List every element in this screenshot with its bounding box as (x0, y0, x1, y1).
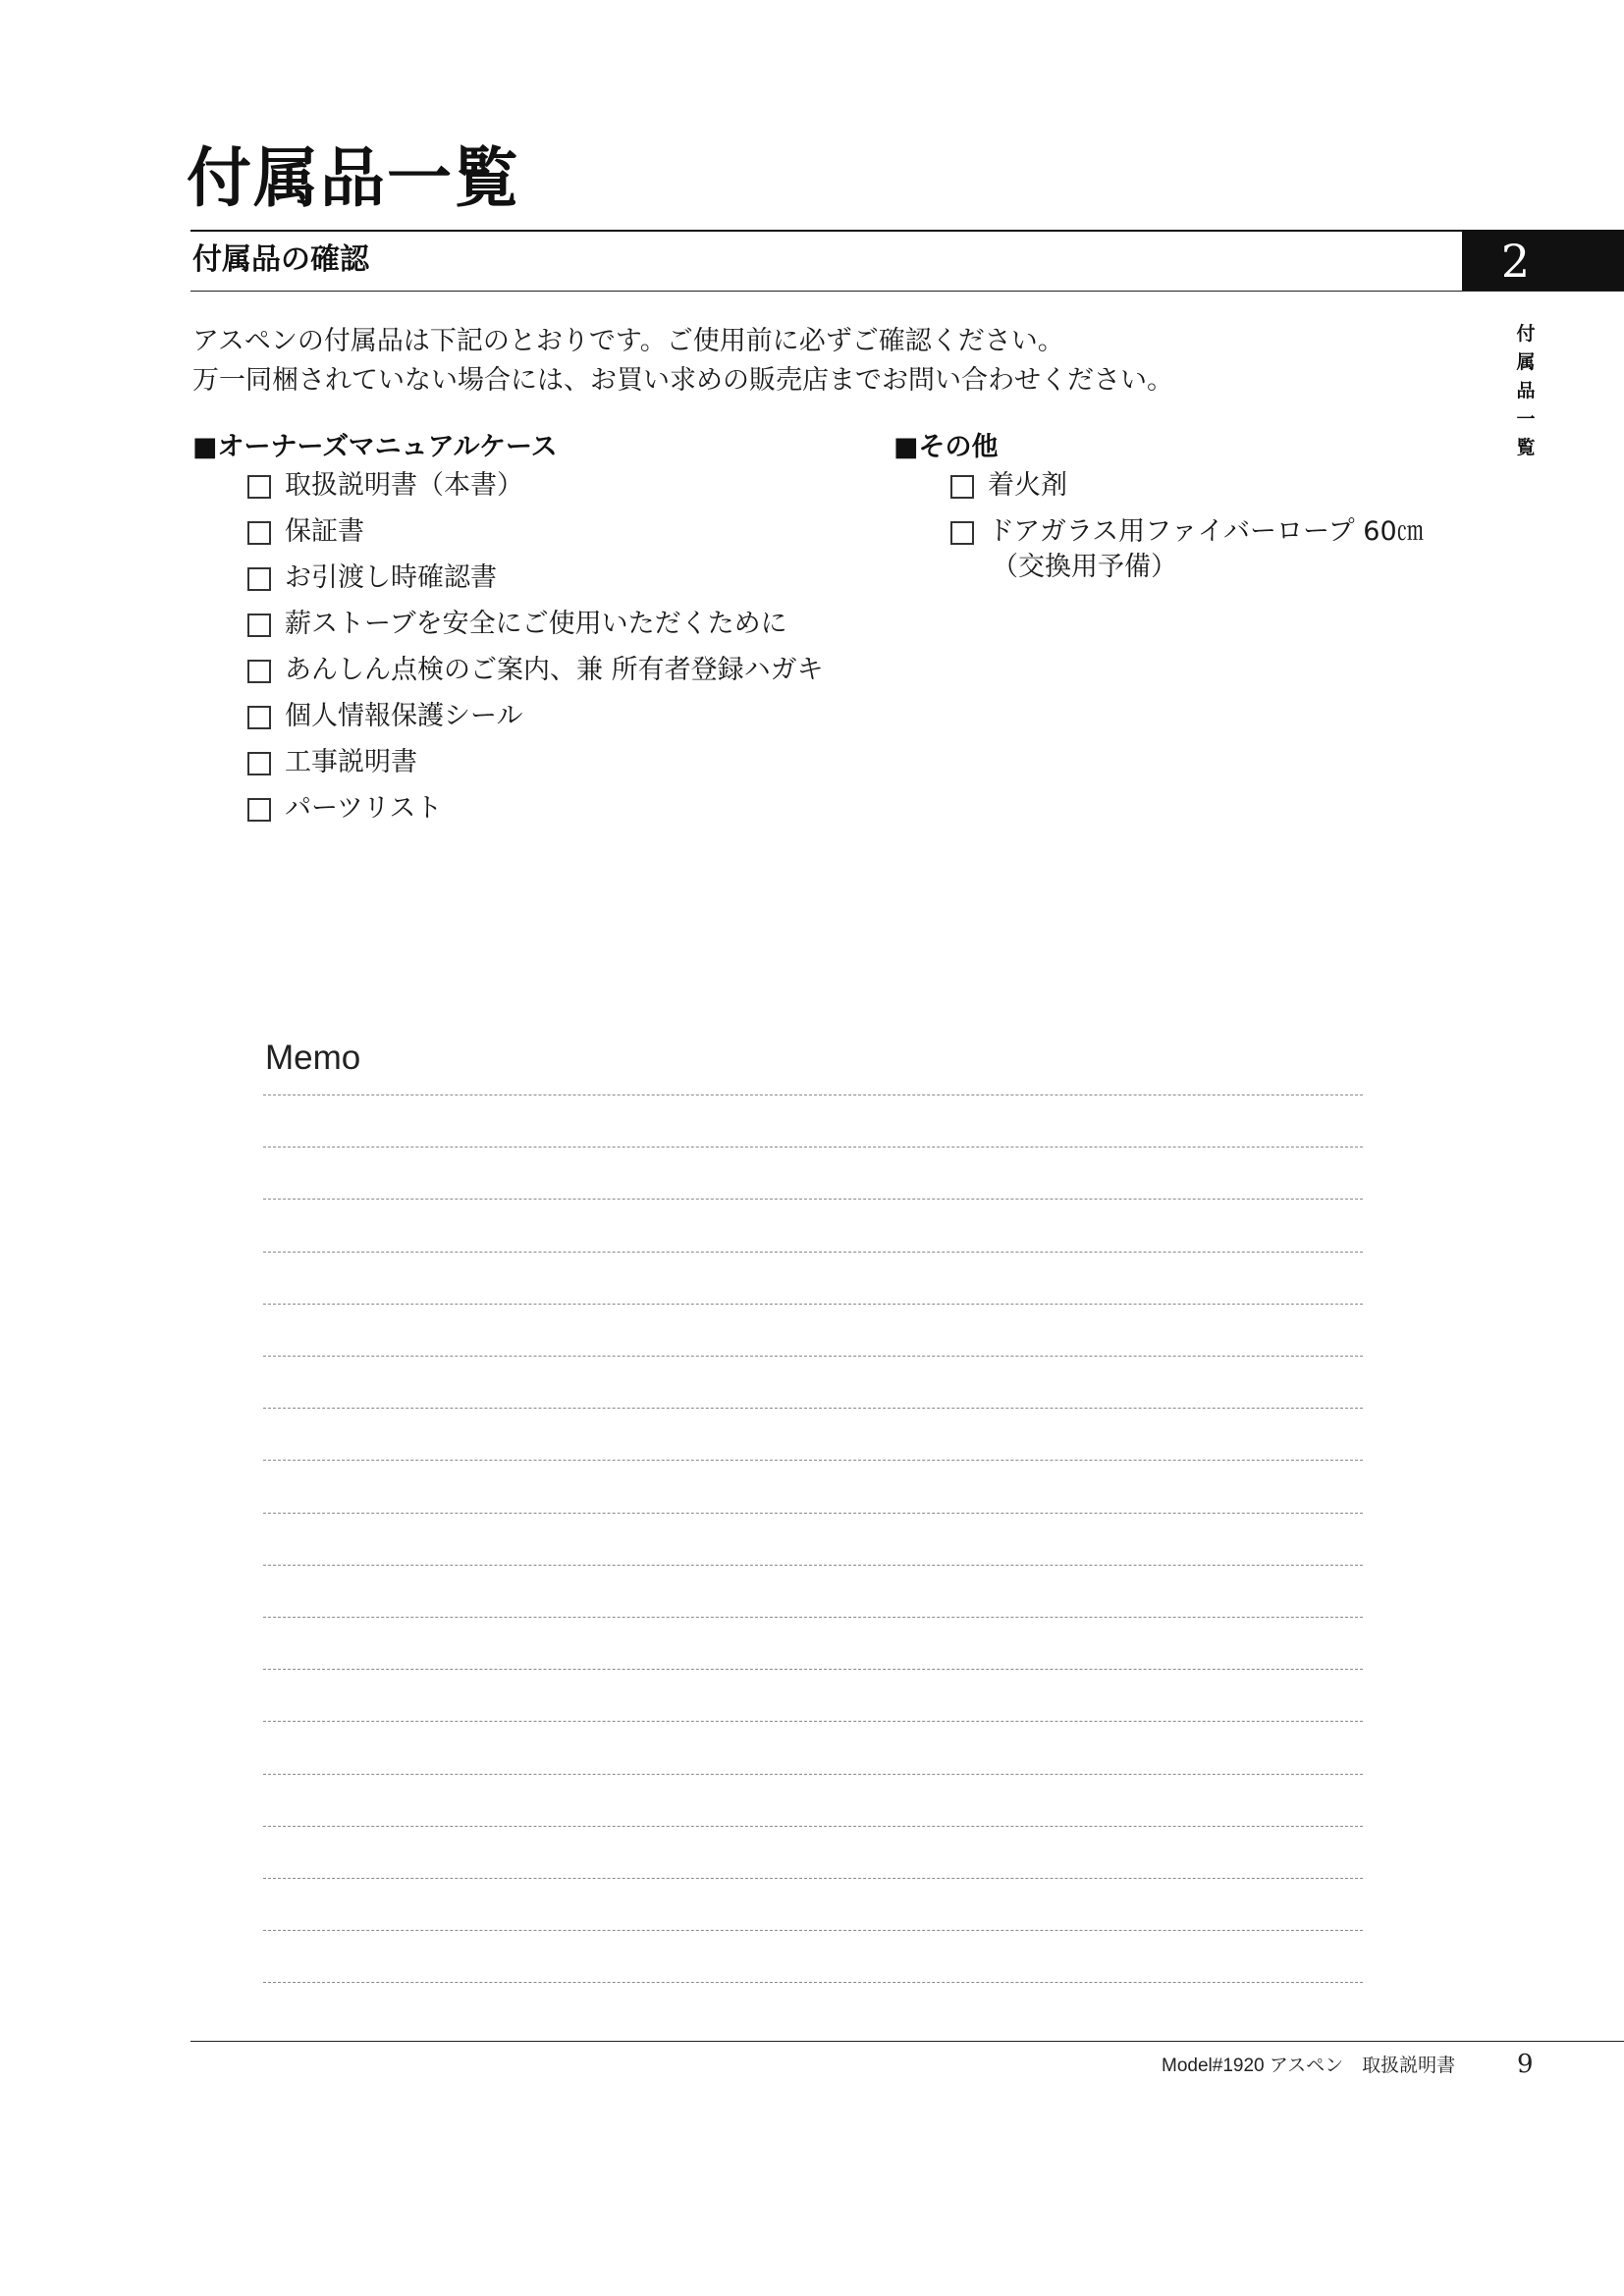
checklist-item (247, 745, 824, 791)
memo-line (263, 1721, 1363, 1722)
section-heading: 付属品の確認 (192, 242, 369, 277)
memo-line (263, 1252, 1363, 1253)
side-chapter-tab (1514, 320, 1538, 462)
memo-line (263, 1460, 1363, 1461)
side-tab-char: 覧 (1516, 437, 1536, 458)
memo-line (263, 1617, 1363, 1618)
checkbox[interactable] (247, 614, 271, 637)
memo-line (263, 1930, 1363, 1931)
footer-model-text: Model#1920 アスペン 取扱説明書 (1162, 2056, 1456, 2076)
title-rule (190, 230, 1624, 232)
checklist-item-label: 取扱説明書（本書） (285, 470, 523, 501)
checklist-item-label: 着火剤 (988, 470, 1067, 501)
checkbox[interactable] (247, 798, 271, 822)
memo-line (263, 1408, 1363, 1409)
intro-line: 万一同梱されていない場合には、お買い求めの販売店までお問い合わせください。 (192, 365, 1173, 396)
memo-line (263, 1878, 1363, 1879)
page-title: 付属品一覧 (187, 139, 520, 216)
side-tab-char: 一 (1516, 408, 1536, 430)
checklist-item-label: 保証書 (285, 516, 364, 547)
page-number: 9 (1517, 2050, 1534, 2079)
side-tab-char: 品 (1516, 380, 1536, 401)
checklist-item-label: パーツリスト (285, 793, 443, 824)
checkbox[interactable] (247, 567, 271, 591)
checklist-item (247, 607, 824, 653)
others-heading: ■その他 (893, 432, 999, 462)
memo-line (263, 1356, 1363, 1357)
checkbox[interactable] (247, 475, 271, 499)
checkbox[interactable] (247, 752, 271, 775)
checkbox[interactable] (247, 660, 271, 683)
checklist-item-label: 個人情報保護シール (285, 701, 523, 731)
section-rule (190, 291, 1624, 292)
side-tab-char: 属 (1516, 351, 1536, 373)
checklist-item-label: ドアガラス用ファイバーロープ 60㎝ (988, 516, 1424, 547)
side-tab-char: 付 (1516, 323, 1536, 345)
checklist-item (247, 699, 824, 745)
checklist-item-label: 薪ストーブを安全にご使用いただくために (285, 609, 787, 639)
checklist-item (950, 468, 1424, 514)
checklist-item (247, 791, 824, 837)
owners-case-checklist (247, 468, 824, 837)
checkbox[interactable] (247, 521, 271, 545)
checkbox[interactable] (950, 521, 974, 545)
intro-line: アスペンの付属品は下記のとおりです。ご使用前に必ずご確認ください。 (192, 326, 1064, 356)
checklist-item (247, 514, 824, 561)
memo-line (263, 1669, 1363, 1670)
memo-line (263, 1513, 1363, 1514)
memo-line (263, 1304, 1363, 1305)
checklist-item (247, 653, 824, 699)
checklist-item-label: あんしん点検のご案内、兼 所有者登録ハガキ (285, 655, 824, 685)
checklist-item-label: お引渡し時確認書 (285, 562, 497, 593)
checklist-item (247, 468, 824, 514)
checklist-item (247, 561, 824, 607)
memo-line (263, 1199, 1363, 1200)
memo-line (263, 1565, 1363, 1566)
memo-line (263, 1774, 1363, 1775)
memo-line (263, 1147, 1363, 1148)
checklist-item (950, 514, 1424, 585)
checkbox[interactable] (950, 475, 974, 499)
others-checklist (950, 468, 1424, 585)
intro-text (192, 322, 1173, 400)
memo-line (263, 1826, 1363, 1827)
checklist-item-label: 工事説明書 (285, 747, 417, 777)
owners-case-heading: ■オーナーズマニュアルケース (192, 432, 558, 462)
chapter-number: 2 (1500, 235, 1531, 288)
memo-line (263, 1982, 1363, 1983)
checkbox[interactable] (247, 706, 271, 729)
checklist-item-note: （交換用予備） (992, 552, 1177, 582)
chapter-number-badge (1462, 232, 1624, 291)
memo-label: Memo (265, 1039, 361, 1077)
footer-rule (190, 2041, 1624, 2042)
